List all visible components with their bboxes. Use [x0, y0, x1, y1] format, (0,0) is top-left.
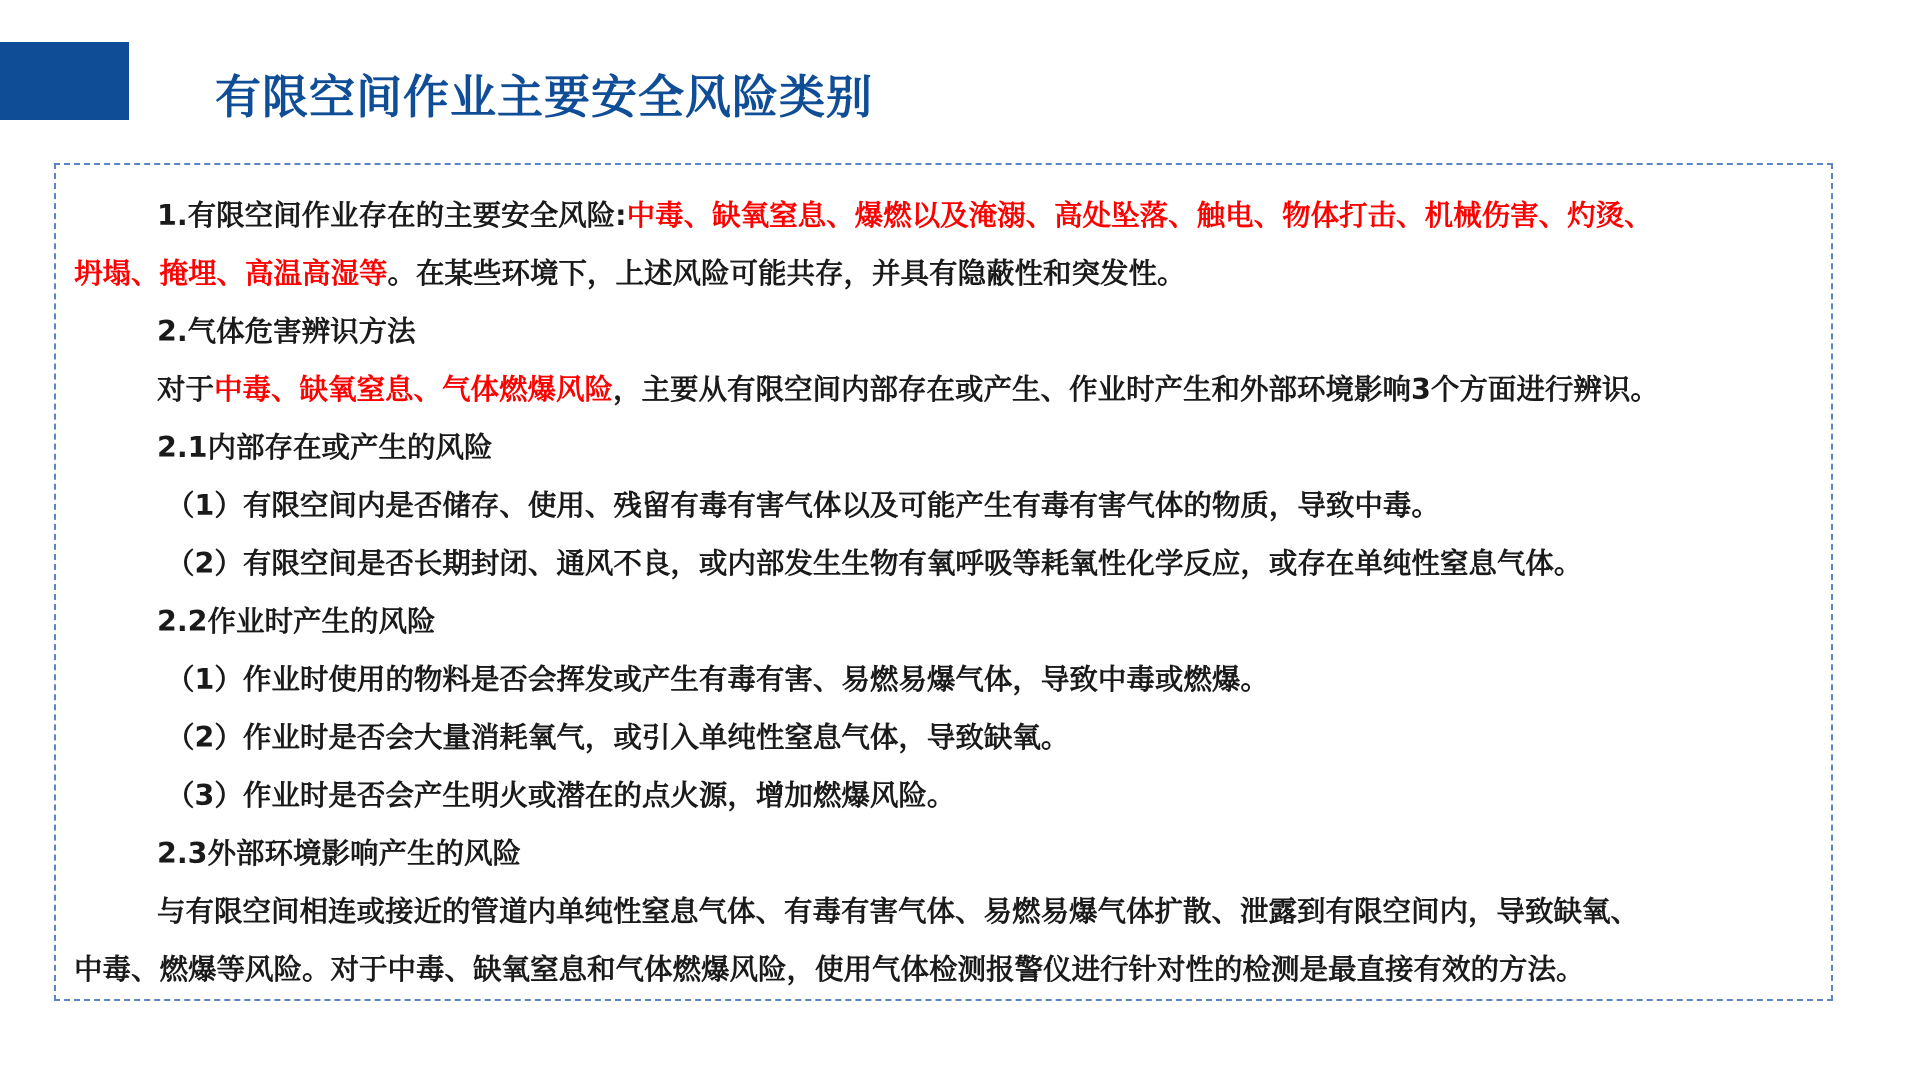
operation-risk-item-1: （1）作业时使用的物料是否会挥发或产生有毒有害、易燃易爆气体，导致中毒或燃爆。: [166, 663, 1269, 696]
gas-hazard-highlight: 中毒、缺氧窒息、气体燃爆风险: [214, 373, 614, 406]
heading-internal-risk: 2.1内部存在或产生的风险: [157, 431, 493, 464]
risk-list-highlight-1: 中毒、缺氧窒息、爆燃以及淹溺、高处坠落、触电、物体打击、机械伤害、灼烫、: [626, 199, 1653, 232]
content-box: [54, 163, 1833, 1001]
risk-intro-lead: 1.有限空间作业存在的主要安全风险:: [157, 199, 627, 232]
external-risk-line-2: 中毒、燃爆等风险。对于中毒、缺氧窒息和气体燃爆风险，使用气体检测报警仪进行针对性的检测是最直接有效的方法。: [74, 953, 1585, 986]
gas-hazard-tail: ，主要从有限空间内部存在或产生、作业时产生和外部环境影响3个方面进行辨识。: [613, 373, 1659, 406]
internal-risk-item-2: （2）有限空间是否长期封闭、通风不良，或内部发生生物有氧呼吸等耗氧性化学反应，或存在单纯性窒息气体。: [166, 547, 1583, 580]
gas-hazard-lead: 对于: [157, 373, 215, 406]
gas-hazard-intro: [157, 361, 1659, 419]
risk-intro-line-2: [74, 245, 1186, 303]
risk-list-highlight-2: 坍塌、掩埋、高温高湿等: [74, 257, 388, 290]
external-risk-line-1: 与有限空间相连或接近的管道内单纯性窒息气体、有毒有害气体、易燃易爆气体扩散、泄露到有限空间内，导致缺氧、: [157, 895, 1640, 928]
risk-intro-tail: 。在某些环境下，上述风险可能共存，并具有隐蔽性和突发性。: [387, 257, 1186, 290]
operation-risk-item-2: （2）作业时是否会大量消耗氧气，或引入单纯性窒息气体，导致缺氧。: [166, 721, 1070, 754]
heading-gas-hazard-method: 2.气体危害辨识方法: [157, 315, 416, 348]
heading-external-risk: 2.3外部环境影响产生的风险: [157, 837, 521, 870]
heading-operation-risk: 2.2作业时产生的风险: [157, 605, 436, 638]
internal-risk-item-1: （1）有限空间内是否储存、使用、残留有毒有害气体以及可能产生有毒有害气体的物质，导致中毒。: [166, 489, 1440, 522]
corner-accent-block: [0, 42, 129, 120]
risk-intro-line-1: [157, 187, 1653, 245]
slide-title: 有限空间作业主要安全风险类别: [215, 70, 873, 124]
operation-risk-item-3: （3）作业时是否会产生明火或潜在的点火源，增加燃爆风险。: [166, 779, 956, 812]
